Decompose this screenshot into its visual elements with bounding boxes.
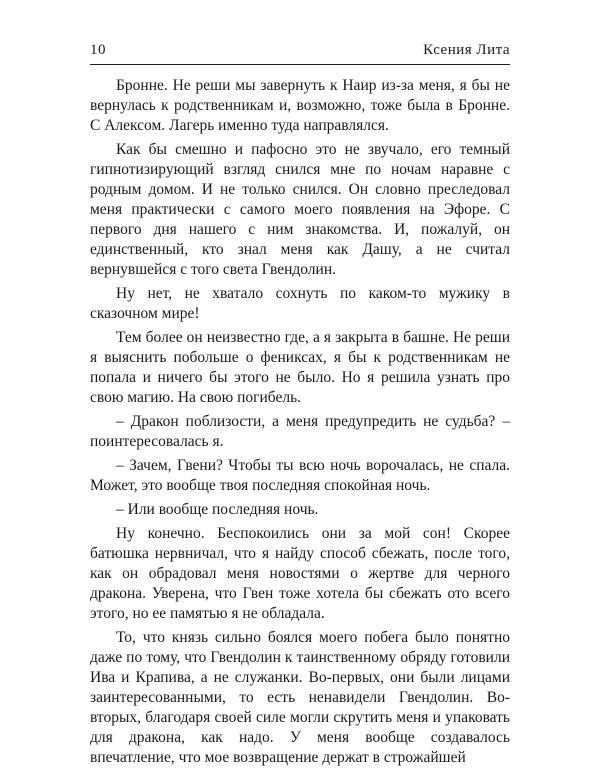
body-text: [90, 76, 510, 772]
paragraph: Ну конечно. Беспокоились они за мой сон! Скорее батюшка нервничал, что я найду способ сбежать, после того, как он обрадовал меня новостями о жертве для черного дракона. Уверена, что Гвен тоже хотела бы сбежать ото всего этого, но ее памятью я не обладала.: [90, 525, 510, 622]
running-head-author: Ксения Лита: [423, 42, 510, 58]
page-number: 10: [90, 42, 106, 58]
paragraph: Как бы смешно и пафосно это не звучало, его темный гипнотизирующий взгляд снился мне по ночам наравне с родным домом. И не только снился. Он словно преследовал меня практически с самого моего появления на Эфоре. С первого дня нашего с ним знакомства. И, пожалуй, он единственный, кто знал меня как Дашу, а не считал вернувшейся с того света Гвендолин.: [90, 141, 510, 278]
dialogue-line: – Или вообще последняя ночь.: [116, 501, 319, 518]
dialogue-line: – Дракон поблизости, а меня предупредить не судьба? – поинтересовалась я.: [90, 413, 510, 450]
paragraph: Бронне. Не реши мы завернуть к Наир из-за меня, я бы не вернулась к родственникам и, возможно, тоже была в Бронне. С Алексом. Лагерь именно туда направлялся.: [90, 77, 510, 134]
dialogue-line: – Зачем, Гвени? Чтобы ты всю ночь ворочалась, не спала. Может, это вообще твоя последняя спокойная ночь.: [90, 457, 510, 494]
paragraph: Тем более он неизвестно где, а я закрыта в башне. Не реши я выяснить побольше о фениксах, я бы к родственникам не попала и ничего бы этого не было. Но я решила узнать про свою магию. На свою погибель.: [90, 329, 510, 406]
paragraph: То, что князь сильно боялся моего побега было понятно даже по тому, что Гвендолин к таинственному обряду готовили Ива и Крапива, а не служанки. Во-первых, они были лицами заинтересованными, то есть ненавидели Гвендолин. Во-вторых, благодаря своей силе могли скрутить меня и упаковать для дракона, как надо. У меня вообще создавалось впечатление, что мое возвращение держат в строжайшей: [90, 629, 510, 766]
paragraph: Ну нет, не хватало сохнуть по каком-то мужику в сказочном мире!: [90, 285, 510, 322]
page-header: [90, 42, 510, 65]
